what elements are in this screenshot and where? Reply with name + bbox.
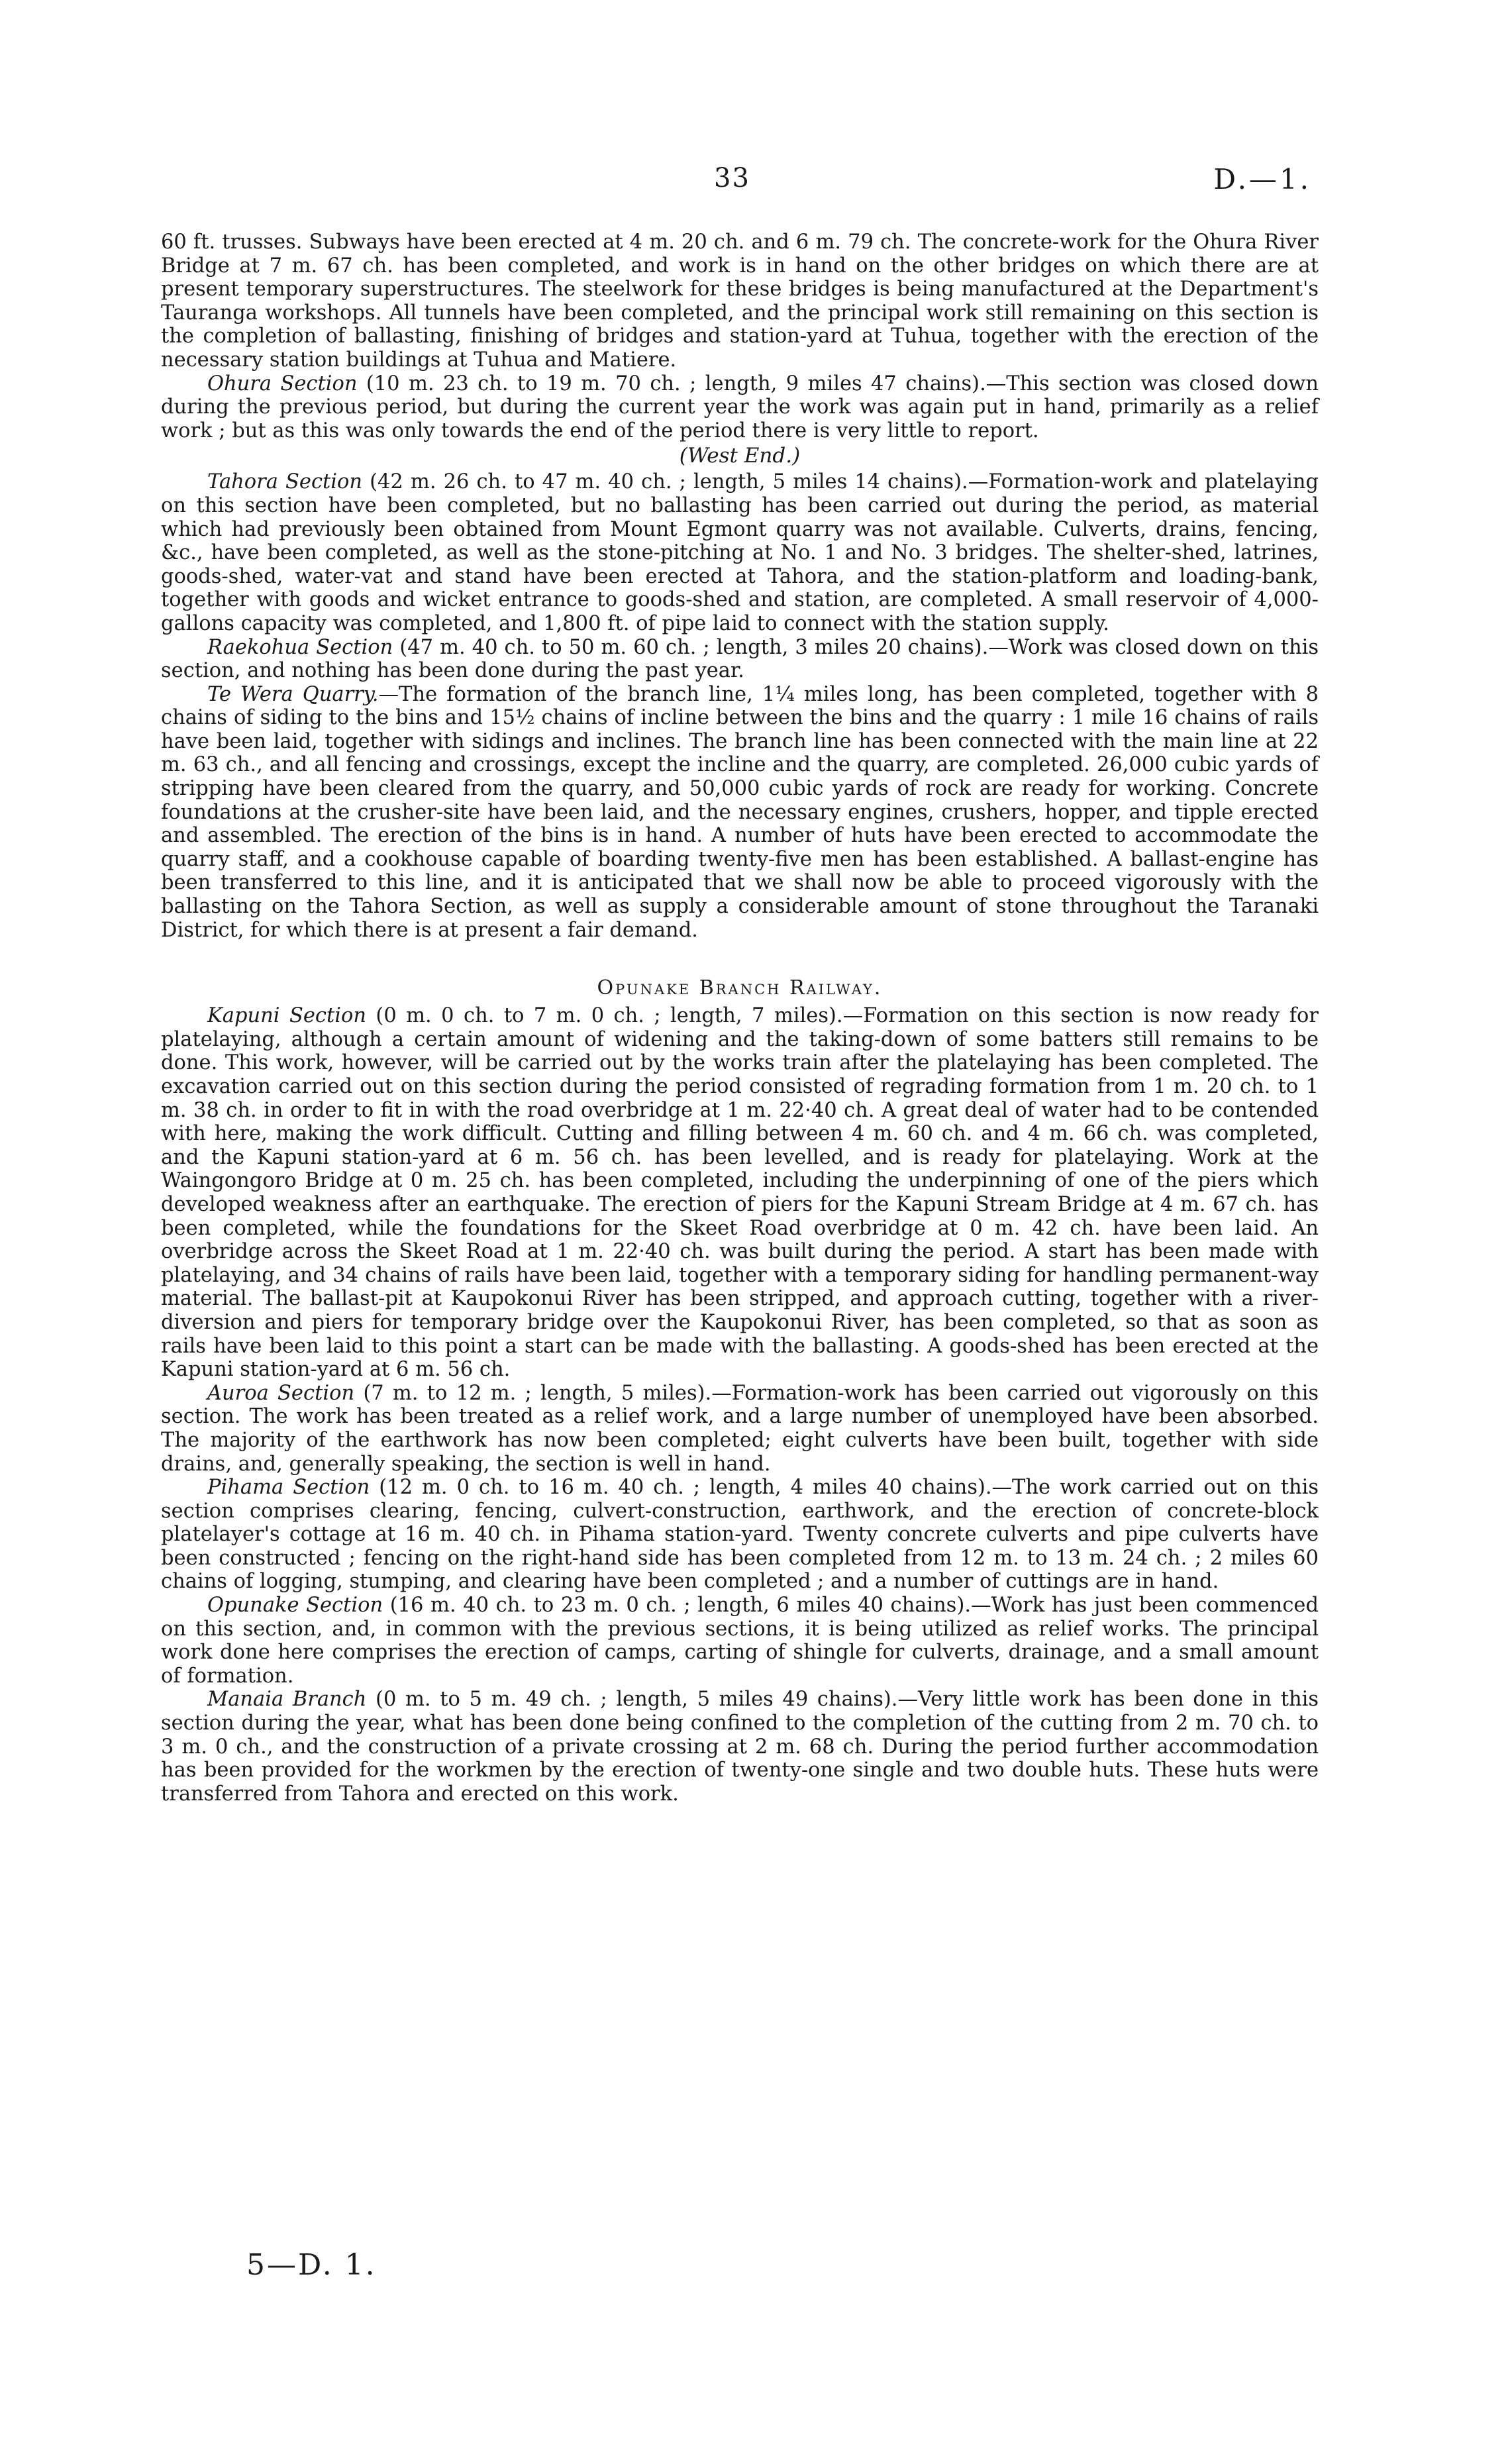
auroa-section-name: Auroa Section — [207, 1381, 355, 1405]
manaia-branch-text: (0 m. to 5 m. 49 ch. ; length, 5 miles 49 chains).—Very little work has been done in this section during the year, what has been done being confined to the completion of the cutting from 2 m. 70 ch. to 3 m. 0 ch., and the construction of a private crossing at 2 m. 68 ch. During the period further accommodation has been provided for the workmen by the erection of twenty-one single and two double huts. These huts were transferred from Tahora and erected on this work. — [161, 1688, 1319, 1806]
pihama-section-name: Pihama Section — [207, 1476, 370, 1500]
kapuni-section-name: Kapuni Section — [207, 1004, 366, 1028]
ohura-section-name: Ohura Section — [207, 372, 358, 395]
document-reference: D.—1. — [1213, 163, 1311, 195]
page-number: 33 — [714, 163, 750, 193]
auroa-section-paragraph — [161, 1382, 1319, 1476]
ohura-section-paragraph — [161, 372, 1319, 443]
west-end-heading: (West End.) — [679, 444, 801, 468]
opunake-section-name: Opunake Section — [207, 1594, 383, 1617]
raekohua-section-name: Raekohua Section — [207, 635, 393, 659]
intro-paragraph: 60 ft. trusses. Subways have been erected at 4 m. 20 ch. and 6 m. 79 ch. The concrete-work for the Ohura River Bridge at 7 m. 67 ch. has been completed, and work is in hand on the other bridges on which there are at present temporary superstructures. The steelwork for these bridges is being manufactured at the Department's Tauranga workshops. All tunnels have been completed, and the principal work still remaining on this section is the completion of ballasting, finishing of bridges and station-yard at Tuhua, together with the erection of the necessary station buildings at Tuhua and Matiere. — [161, 231, 1319, 372]
tewera-quarry-paragraph — [161, 683, 1319, 943]
opunake-section-text: (16 m. 40 ch. to 23 m. 0 ch. ; length, 6 miles 40 chains).—Work has just been commenced on this section, and, in common with the previous sections, it is being utilized as relief works. The principal work done here comprises the erection of camps, carting of shingle for culverts, drainage, and a small amount of formation. — [161, 1594, 1319, 1688]
opunake-branch-heading: Opunake Branch Railway. — [597, 976, 883, 1000]
auroa-section-text: (7 m. to 12 m. ; length, 5 miles).—Formation-work has been carried out vigorously on this section. The work has been treated as a relief work, and a large number of unemployed have been absorbed. The majority of the earthwork has now been completed; eight culverts have been built, together with side drains, and, generally speaking, the section is well in hand. — [161, 1381, 1319, 1476]
tewera-quarry-name: Te Wera Quarry. — [207, 682, 379, 706]
raekohua-section-text: (47 m. 40 ch. to 50 m. 60 ch. ; length, 3 miles 20 chains).—Work was closed down on this section, and nothing has been done during the past year. — [161, 635, 1319, 683]
kapuni-section-paragraph — [161, 1004, 1319, 1382]
tahora-section-text: (42 m. 26 ch. to 47 m. 40 ch. ; length, 5 miles 14 chains).—Formation-work and platelaying on this section have been completed, but no ballasting has been carried out during the period, as material which had previously been obtained from Mount Egmont quarry was not available. Culverts, drains, fencing, &c., have been completed, as well as the stone-pitching at No. 1 and No. 3 bridges. The shelter-shed, latrines, goods-shed, water-vat and stand have been erected at Tahora, and the station-platform and loading-bank, together with goods and wicket entrance to goods-shed and station, are completed. A small reservoir of 4,000-gallons capacity was completed, and 1,800 ft. of pipe laid to connect with the station supply. — [161, 470, 1319, 635]
pihama-section-text: (12 m. 0 ch. to 16 m. 40 ch. ; length, 4 miles 40 chains).—The work carried out on this section comprises clearing, fencing, culvert-construction, earthwork, and the erection of concrete-block platelayer's cottage at 16 m. 40 ch. in Pihama station-yard. Twenty concrete culverts and pipe culverts have been constructed ; fencing on the right-hand side has been completed from 12 m. to 13 m. 24 ch. ; 2 miles 60 chains of logging, stumping, and clearing have been completed ; and a number of cuttings are in hand. — [161, 1476, 1319, 1594]
manaia-branch-paragraph — [161, 1688, 1319, 1806]
document-body — [161, 231, 1319, 1806]
pihama-section-paragraph — [161, 1476, 1319, 1594]
signature-mark: 5—D. 1. — [246, 2248, 377, 2282]
raekohua-section-paragraph — [161, 636, 1319, 683]
tewera-quarry-text: —The formation of the branch line, 1¼ miles long, has been completed, together with 8 chains of siding to the bins and 15½ chains of incline between the bins and the quarry : 1 mile 16 chains of rails have been laid, together with sidings and inclines. The branch line has been connected with the main line at 22 m. 63 ch., and all fencing and crossings, except the incline and the quarry, are completed. 26,000 cubic yards of stripping have been cleared from the quarry, and 50,000 cubic yards of rock are ready for working. Concrete foundations at the crusher-site have been laid, and the necessary engines, crushers, hopper, and tipple erected and assembled. The erection of the bins is in hand. A number of huts have been erected to accommodate the quarry staff, and a cookhouse capable of boarding twenty-five men has been established. A ballast-engine has been transferred to this line, and it is anticipated that we shall now be able to proceed vigorously with the ballasting on the Tahora Section, as well as supply a considerable amount of stone throughout the Taranaki District, for which there is at present a fair demand. — [161, 682, 1319, 942]
tahora-section-name: Tahora Section — [207, 470, 363, 494]
manaia-branch-name: Manaia Branch — [207, 1688, 367, 1712]
tahora-section-paragraph — [161, 470, 1319, 635]
kapuni-section-text: (0 m. 0 ch. to 7 m. 0 ch. ; length, 7 miles).—Formation on this section is now ready for platelaying, although a certain amount of widening and the taking-down of some batters still remains to be done. This work, however, will be carried out by the works train after the platelaying has been completed. The excavation carried out on this section during the period consisted of regrading formation from 1 m. 20 ch. to 1 m. 38 ch. in order to fit in with the road overbridge at 1 m. 22·40 ch. A great deal of water had to be contended with here, making the work difficult. Cutting and filling between 4 m. 60 ch. and 4 m. 66 ch. was completed, and the Kapuni station-yard at 6 m. 56 ch. has been levelled, and is ready for platelaying. Work at the Waingongoro Bridge at 0 m. 25 ch. has been completed, including the underpinning of one of the piers which developed weakness after an earthquake. The erection of piers for the Kapuni Stream Bridge at 4 m. 67 ch. has been completed, while the foundations for the Skeet Road overbridge at 0 m. 42 ch. have been laid. An overbridge across the Skeet Road at 1 m. 22·40 ch. was built during the period. A start has been made with platelaying, and 34 chains of rails have been laid, together with a temporary siding for handling permanent-way material. The ballast-pit at Kaupokonui River has been stripped, and approach cutting, together with a river-diversion and piers for temporary bridge over the Kaupokonui River, has been completed, so that as soon as rails have been laid to this point a start can be made with the ballasting. A goods-shed has been erected at the Kapuni station-yard at 6 m. 56 ch. — [161, 1004, 1319, 1382]
opunake-section-paragraph — [161, 1594, 1319, 1688]
ohura-section-text: (10 m. 23 ch. to 19 m. 70 ch. ; length, 9 miles 47 chains).—This section was closed down during the previous period, but during the current year the work was again put in hand, primarily as a relief work ; but as this was only towards the end of the period there is very little to report. — [161, 372, 1319, 442]
